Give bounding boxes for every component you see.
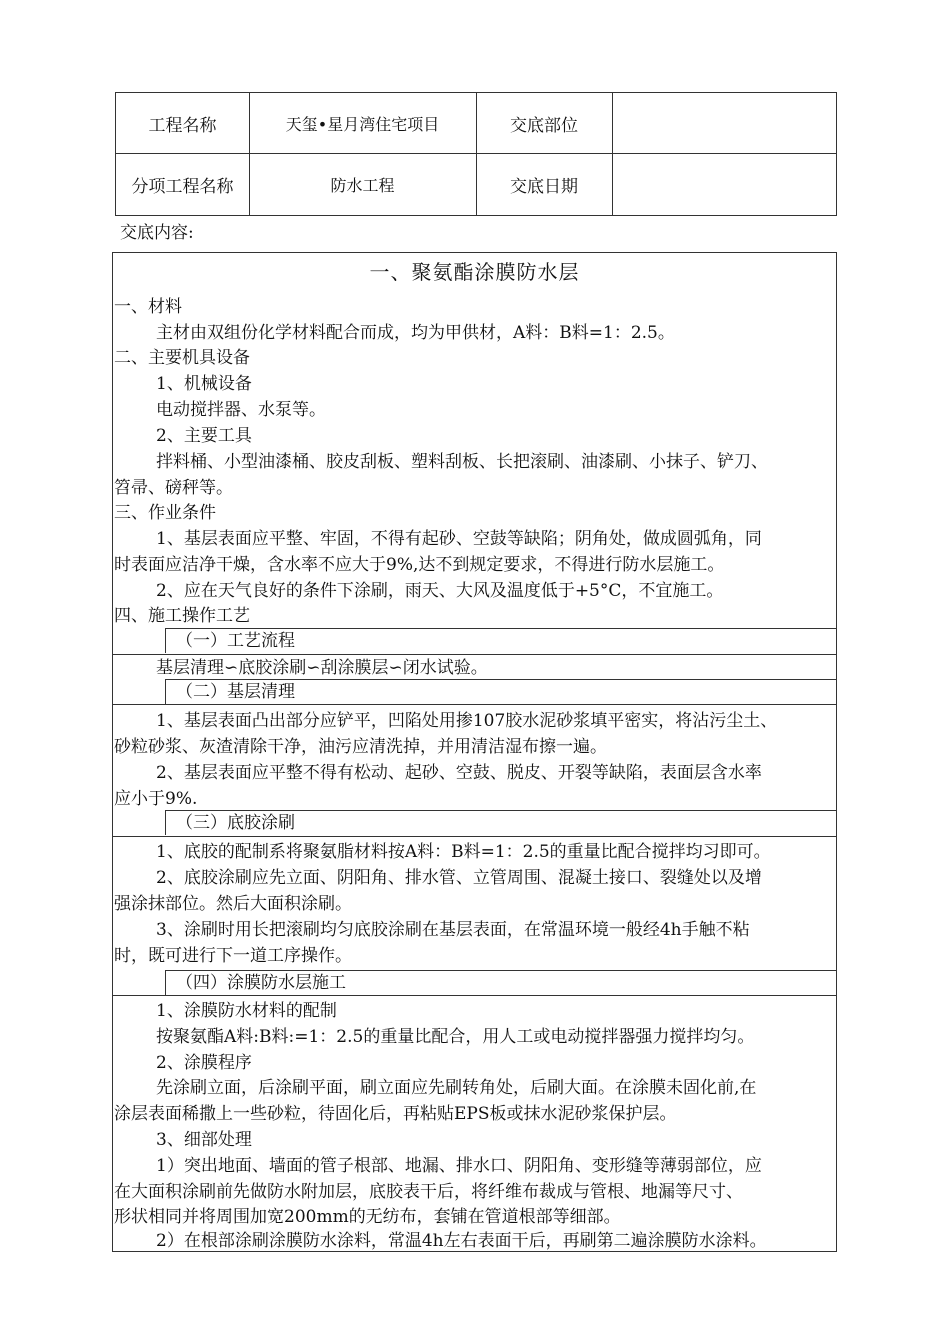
paragraph: 强涂抹部位。然后大面积涂刷。 bbox=[114, 894, 352, 914]
paragraph: 按聚氨酯A料:B料:=1：2.5的重量比配合，用人工或电动搅拌器强力搅拌均匀。 bbox=[156, 1027, 755, 1047]
handover-location-value bbox=[612, 93, 838, 153]
paragraph: 时，既可进行下一道工序操作。 bbox=[114, 946, 352, 966]
divider bbox=[112, 995, 837, 996]
paragraph: 2）在根部涂刷涂膜防水涂料，常温4h左右表面干后，再刷第二遍涂膜防水涂料。 bbox=[156, 1231, 767, 1251]
section-title: （一）工艺流程 bbox=[176, 631, 295, 651]
section-process-flow-header bbox=[165, 628, 837, 653]
paragraph: 1、底胶的配制系将聚氨脂材料按A料：B料=1：2.5的重量比配合搅拌均习即可。 bbox=[156, 842, 771, 862]
divider bbox=[112, 704, 837, 705]
paragraph: 电动搅拌器、水泵等。 bbox=[156, 400, 326, 420]
paragraph: 砂粒砂浆、灰渣清除干净，油污应清洗掉，并用清洁湿布擦一遍。 bbox=[114, 737, 607, 757]
paragraph: 应小于9%. bbox=[114, 789, 198, 809]
paragraph: 3、涂刷时用长把滚刷均匀底胶涂刷在基层表面，在常温环境一般经4h手触不粘 bbox=[156, 920, 750, 940]
content-label: 交底内容: bbox=[120, 223, 194, 243]
paragraph: 涂层表面稀撒上一些砂粒，待固化后，再粘贴EPS板或抹水泥砂浆保护层。 bbox=[114, 1104, 677, 1124]
document-title: 一、聚氨酯涂膜防水层 bbox=[369, 260, 580, 284]
subproject-name-label: 分项工程名称 bbox=[131, 176, 234, 197]
paragraph: 1）突出地面、墙面的管子根部、地漏、排水口、阴阳角、变形缝等薄弱部位，应 bbox=[156, 1156, 762, 1176]
section-title: （三）底胶涂刷 bbox=[176, 813, 295, 833]
section-base-cleaning-header bbox=[165, 679, 837, 704]
paragraph: 在大面积涂刷前先做防水附加层，底胶表干后，将纤维布裁成与管根、地漏等尺寸、 bbox=[114, 1182, 743, 1202]
subheading: 1、机械设备 bbox=[156, 374, 252, 394]
header-table bbox=[115, 92, 837, 216]
section-title: （二）基层清理 bbox=[176, 682, 295, 702]
paragraph: 基层清理∽底胶涂刷∽刮涂膜层∽闭水试验。 bbox=[156, 658, 488, 678]
paragraph: 先涂刷立面，后涂刷平面，刷立面应先刷转角处，后刷大面。在涂膜未固化前,在 bbox=[156, 1078, 757, 1098]
section-membrane-header bbox=[165, 970, 837, 995]
paragraph: 主材由双组份化学材料配合而成，均为甲供材，A料：B料=1：2.5。 bbox=[156, 323, 675, 343]
paragraph: 1、基层表面应平整、牢固，不得有起砂、空鼓等缺陷；阴角处，做成圆弧角，同 bbox=[156, 529, 762, 549]
divider bbox=[112, 836, 837, 837]
paragraph: 2、底胶涂刷应先立面、阴阳角、排水管、立管周围、混凝土接口、裂缝处以及增 bbox=[156, 868, 762, 888]
paragraph: 形状相同并将周围加宽200mm的无纺布，套铺在管道根部等细部。 bbox=[114, 1207, 621, 1227]
heading-equipment: 二、主要机具设备 bbox=[114, 348, 250, 368]
paragraph: 时表面应洁净干燥，含水率不应大于9%,达不到规定要求，不得进行防水层施工。 bbox=[114, 555, 725, 575]
section-title: （四）涂膜防水层施工 bbox=[176, 973, 346, 993]
subheading: 3、细部处理 bbox=[156, 1130, 252, 1150]
paragraph: 2、基层表面应平整不得有松动、起砂、空鼓、脱皮、开裂等缺陷，表面层含水率 bbox=[156, 763, 762, 783]
heading-materials: 一、材料 bbox=[114, 297, 182, 317]
project-name-label: 工程名称 bbox=[148, 115, 217, 136]
subheading: 2、涂膜程序 bbox=[156, 1053, 252, 1073]
heading-process: 四、施工操作工艺 bbox=[114, 606, 250, 626]
handover-date-value bbox=[612, 153, 838, 215]
paragraph: 2、应在天气良好的条件下涂刷，雨天、大风及温度低于+5°C，不宜施工。 bbox=[156, 581, 724, 601]
section-primer-header bbox=[165, 810, 837, 835]
handover-location-label: 交底部位 bbox=[510, 115, 578, 136]
paragraph: 1、基层表面凸出部分应铲平，凹陷处用掺107胶水泥砂浆填平密实，将沾污尘土、 bbox=[156, 711, 778, 731]
handover-date-label: 交底日期 bbox=[510, 176, 578, 197]
subproject-name-value: 防水工程 bbox=[330, 175, 395, 195]
subheading: 2、主要工具 bbox=[156, 426, 252, 446]
paragraph: 笤帚、磅秤等。 bbox=[114, 478, 233, 498]
heading-conditions: 三、作业条件 bbox=[114, 503, 216, 523]
subheading: 1、涂膜防水材料的配制 bbox=[156, 1001, 337, 1021]
paragraph: 拌料桶、小型油漆桶、胶皮刮板、塑料刮板、长把滚刷、油漆刷、小抹子、铲刀、 bbox=[156, 452, 768, 472]
project-name-value: 天玺•星月湾住宅项目 bbox=[285, 114, 440, 134]
